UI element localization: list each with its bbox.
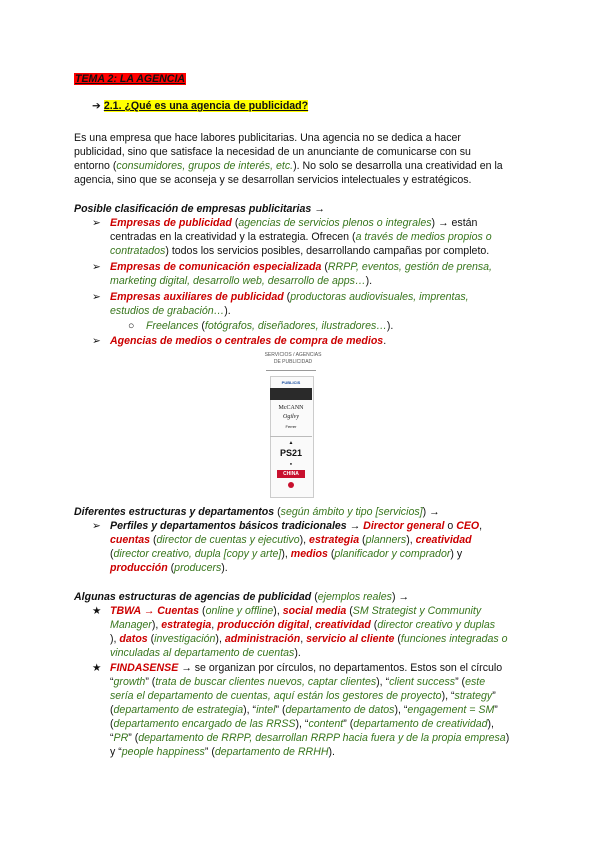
star-icon: ★ bbox=[92, 605, 102, 617]
structures-item: Perfiles y departamentos básicos tradicionales → Director general o CEO, bbox=[110, 520, 483, 532]
intro-line-4: agencia, sino que se aconseja y se desarrollan servicios intelectuales y estratégicos. bbox=[74, 174, 472, 186]
section-heading: ➔ 2.1. ¿Qué es una agencia de publicidad? bbox=[92, 100, 309, 112]
intro-line-1: Es una empresa que hace labores publicitarias. Una agencia no se dedica a hacer bbox=[74, 132, 461, 144]
intro-line-3: entorno (consumidores, grupos de interés, etc.). No solo se desarrolla una creatividad en la bbox=[74, 160, 503, 172]
logo-ferrer: Ferrer bbox=[285, 424, 297, 429]
classification-item-4: Agencias de medios o centrales de compra de medios. bbox=[110, 335, 387, 347]
star-icon: ★ bbox=[92, 662, 102, 674]
triangle-icon: ▲ bbox=[288, 440, 294, 446]
structures-heading: Diferentes estructuras y departamentos (según ámbito y tipo [servicios]) → bbox=[74, 506, 440, 518]
tbwa-item: TBWA → Cuentas (online y offline), social media (SM Strategist y Community bbox=[110, 605, 482, 617]
agencies-image: SERVICIOS / AGENCIAS DE PUBLICIDAD PUBLICIS McCANN Ogilvy Ferrer ▲ PS21 ● CHINA bbox=[262, 352, 322, 492]
findasense-item: FINDASENSE → se organizan por círculos, no departamentos. Estos son el círculo bbox=[110, 662, 503, 674]
classification-item-2: Empresas de comunicación especializada (RRPP, eventos, gestión de prensa, bbox=[110, 261, 492, 273]
bullet-icon: ➢ bbox=[92, 261, 101, 273]
agencies-heading: Algunas estructuras de agencias de publicidad (ejemplos reales) → bbox=[74, 591, 410, 603]
intro-line-2: publicidad, sino que satisface la necesidad de un anunciante de comunicarse con su bbox=[74, 146, 471, 158]
classification-item-1: Empresas de publicidad (agencias de servicios plenos o integrales) → están bbox=[110, 217, 478, 229]
logo-publicis: PUBLICIS bbox=[281, 380, 301, 385]
page-title: TEMA 2: LA AGENCIA bbox=[75, 73, 186, 85]
logo-china: CHINA bbox=[277, 470, 305, 478]
logo-ogilvy: Ogilvy bbox=[283, 414, 299, 420]
document-page: TEMA 2: LA AGENCIA ➔ 2.1. ¿Qué es una agencia de publicidad? Es una empresa que hace labores publicitarias. Una agencia no se dedica a hacer publicidad, sino que satisface la necesidad de un anunciante de comunicarse con su entorno (consumidores, grupos de interés, etc.). No solo se desarrolla una creatividad en la agencia, sino que se aconseja y se desarrollan servicios intelectuales y estratégicos. Posible clasificación de empresas publicitarias → ➢ Empresas de publicidad (agencias de servicios plenos o integrales) → están centradas en la creatividad y la estrategia. Ofrecen (a través de medios propios o contratados) todos los servicios posibles, desarrollando campañas por completo. ➢ Empresas de comunicación especializada (RRPP, eventos, gestión de prensa, marketing digital, desarrollo web, desarrollo de apps…). ➢ Empresas auxiliares de publicidad (productoras audiovisuales, imprentas, estudios de grabación…). ○ Freelances (fotógrafos, diseñadores, ilustradores…). ➢ Agencias de medios o centrales de compra de medios. SERVICIOS / AGENCIAS DE PUBLICIDAD PUBLICIS McCANN Ogilvy Ferrer ▲ PS21 ● CHINA Diferentes estructuras y departamentos (según ámbito y tipo [servicios]) → ➢ Perfiles y departamentos básicos tradicionales → Director general o CEO, cuentas (director de cuentas y ejecutivo), estrategia (planners), creatividad (director creativo, dupla [copy y arte]), medios (planificador y comprador) y producción (producers). Algunas estructuras de agencias de publicidad (ejemplos reales) → ★ TBWA → Cuentas (online y offline), social media (SM Strategist y Community Manager), estrategia, producción digital, creatividad (director creativo y duplas ), datos (investigación), administración, servicio al cliente (funciones integradas o vinculadas al departamento de cuentas). ★ FINDASENSE → se organizan por círculos, no departamentos. Estos son el círculo “growth” (trata de buscar clientes nuevos, captar clientes), “client success” (este sería el departamento de cuentas, aquí están los gestores de proyecto), “strategy” (departamento de estrategia), “intel” (departamento de datos), “engagement = SM” (departamento encargado de las RRSS), “content” (departamento de creatividad), “PR” (departamento de RRPP, desarrollan RRPP hacia fuera y de la propia empresa) y “people happiness” (departamento de RRHH). bbox=[74, 73, 510, 758]
bullet-icon: ➢ bbox=[92, 217, 101, 229]
classification-heading: Posible clasificación de empresas publicitarias → bbox=[74, 203, 325, 215]
classification-item-3: Empresas auxiliares de publicidad (productoras audiovisuales, imprentas, bbox=[110, 291, 469, 303]
bullet-icon: ➢ bbox=[92, 291, 101, 303]
logo-ps21: PS21 bbox=[279, 448, 303, 458]
bullet-icon: ➢ bbox=[92, 520, 101, 532]
logo-small: ● bbox=[289, 461, 293, 466]
bullet-icon: ➢ bbox=[92, 335, 101, 347]
circle-bullet-icon: ○ bbox=[128, 320, 135, 332]
logo-mccann: McCANN bbox=[278, 405, 304, 411]
classification-subitem: Freelances (fotógrafos, diseñadores, ilustradores…). bbox=[146, 320, 394, 332]
arrow-icon: ➔ bbox=[92, 100, 101, 112]
